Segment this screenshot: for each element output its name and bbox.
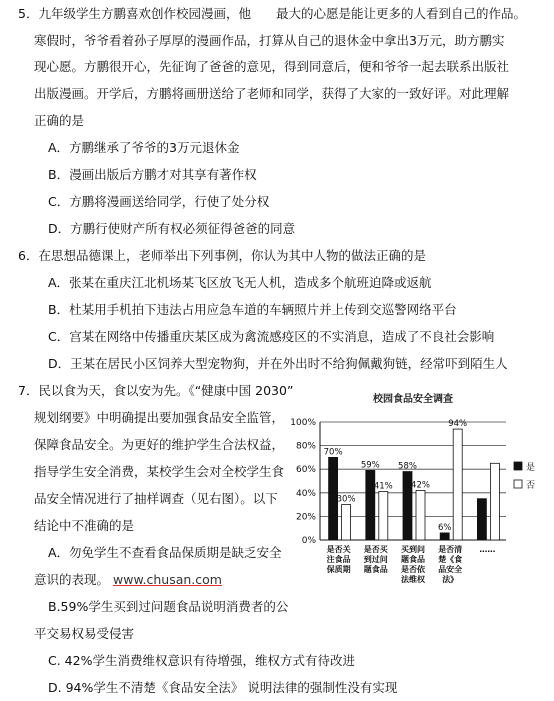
x-category-label: 保质期 [326,565,351,574]
x-category-label: …… [479,545,496,554]
bar-data-label: 6% [437,522,452,533]
q5-option-c: C．方鹏将漫画送给同学，行使了处分权 [48,194,270,209]
y-tick-label: 60% [295,465,316,476]
y-tick-label: 80% [295,441,316,452]
bar-yes [440,533,449,540]
q7-option-b-line-2: 平交易权易受侵害 [34,626,135,641]
q6-stem: 6．在思想品德课上，老师举出下列事例，你认为其中人物的做法正确的是 [18,248,426,263]
q7-stem-line-5: 品安全情况进行了抽样调查（见右图）。以下 [34,491,278,506]
x-category-label: 买到问 [401,545,425,554]
q6-option-b: B．杜某用手机拍下违法占用应急车道的车辆照片并上传到交巡警网络平台 [48,302,457,317]
q5-option-d: D．方鹏行使财产所有权必须征得爸爸的同意 [48,221,296,236]
legend-swatch [514,480,522,488]
q7-stem-line-1: 7．民以食为天，食以安为先。《“健康中国 2030” [18,383,294,398]
legend-label: 是 [526,463,536,473]
bar-no [453,429,462,540]
q7-option-a-line-2 [34,572,222,588]
q6-option-c: C．宫某在网络中传播重庆某区成为禽流感疫区的不实消息，造成了不良社会影响 [48,329,495,344]
bar-no [416,490,425,540]
chart-svg [282,390,546,588]
q5-option-a: A．方鹏继承了爷爷的3万元退休金 [48,140,240,155]
q7-option-a-line-1: A．勿免学生不查看食品保质期是缺乏安全 [48,545,282,560]
bar-yes [477,499,486,540]
q5-option-b: B．漫画出版后方鹏才对其享有著作权 [48,167,257,182]
food-safety-survey-chart [282,390,546,588]
chart-title: 校园食品安全调查 [373,394,453,405]
bar-no [490,463,499,540]
x-category-label: 法维权 [401,575,425,584]
x-category-label: 法》 [442,575,459,584]
x-category-label: 是否清 [438,545,463,554]
q7-option-b-line-1: B.59%学生买到过问题食品说明消费者的公 [48,599,289,614]
bar-data-label: 70% [323,447,343,458]
x-category-label: 题食品 [363,565,388,574]
x-category-label: 是否依 [401,565,425,574]
q6-option-d: D．王某在居民小区饲养大型宠物狗，并在外出时不给狗佩戴狗链，经常吓到陌生人 [48,356,508,371]
bar-data-label: 59% [360,460,380,471]
x-category-label: 楚《食 [438,555,463,564]
q5-stem-line-5: 正确的是 [34,113,85,128]
q7-stem-line-4: 指导学生安全消费，某校学生会对全校学生食 [34,464,285,479]
q7-stem-line-3: 保障食品安全。为更好的维护学生合法权益， [34,437,285,452]
q5-stem-line-4: 出版漫画。开学后，方鹏将画册送给了老师和同学，获得了大家的一致好评。对此理解 [34,86,510,101]
bar-data-label: 58% [398,461,417,472]
bar-data-label: 94% [448,419,468,430]
bar-data-label: 41% [373,481,393,492]
q5-stem-line-1: 5．九年级学生方鹏喜欢创作校园漫画，他 最大的心愿是能让更多的人看到自己的作品。 [18,6,526,21]
q7-option-d: D. 94%学生不清楚《食品安全法》 说明法律的强制性没有实现 [48,680,398,695]
x-category-label: 注食品 [326,555,351,564]
q6-option-a: A．张某在重庆江北机场某飞区放飞无人机，造成多个航班迫降或返航 [48,275,432,290]
y-tick-label: 20% [295,512,316,523]
x-category-label: 题食品 [401,555,425,564]
x-category-label: 是否关 [326,545,351,554]
q7-option-a-text: 意识的表现。 [34,572,110,587]
q7-stem-line-2: 规划纲要》中明确提出要加强食品安全监管， [34,410,285,425]
q7-option-c: C. 42%学生消费维权意识有待增强，维权方式有待改进 [48,653,355,668]
bar-no [342,505,351,540]
legend-label: 否 [526,481,536,491]
y-tick-label: 100% [290,418,316,428]
bar-no [379,492,388,540]
y-tick-label: 40% [295,488,316,499]
x-category-label: 是否买 [363,545,388,554]
q5-stem-line-3: 现心愿。方鹏很开心，先征询了爸爸的意见，得到同意后，便和爷爷一起去联系出版社 [34,59,510,74]
bar-data-label: 30% [336,494,356,505]
x-category-label: 品安全 [438,565,463,574]
q7-stem-line-6: 结论中不准确的是 [34,518,135,533]
watermark-link[interactable]: www.chusan.com [113,572,222,587]
legend-swatch [514,462,522,470]
bar-data-label: 42% [411,480,430,491]
y-tick-label: 0% [301,536,316,546]
x-category-label: 到过问 [363,555,388,564]
q5-stem-line-2: 寒假时，爷爷看着孙子厚厚的漫画作品，打算从自己的退休金中拿出3万元，助方鹏实 [34,33,505,48]
